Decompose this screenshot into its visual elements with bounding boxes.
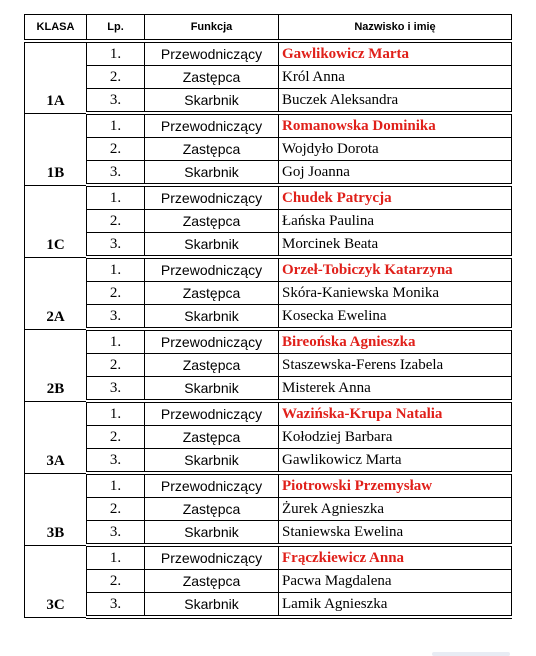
table-row: [25, 401, 512, 426]
chair-name-cell: Frączkiewicz Anna: [279, 545, 512, 570]
chair-name-cell: Wazińska-Krupa Natalia: [279, 401, 512, 426]
table-row: [25, 305, 512, 330]
row-number: 2.: [87, 210, 145, 233]
name-cell: Kołodziej Barbara: [279, 426, 512, 449]
table-row: [25, 377, 512, 402]
row-number: 2.: [87, 354, 145, 377]
table-row: [25, 257, 512, 282]
chair-name-cell: Piotrowski Przemysław: [279, 473, 512, 498]
table-row: [25, 138, 512, 161]
function-cell: Zastępca: [145, 570, 279, 593]
name-cell: Łańska Paulina: [279, 210, 512, 233]
name-cell: Morcinek Beata: [279, 233, 512, 258]
header-lp: Lp.: [87, 15, 145, 42]
class-label: 1B: [25, 113, 87, 185]
chair-name-cell: Bireońska Agnieszka: [279, 329, 512, 354]
table-row: [25, 113, 512, 138]
table-row: [25, 329, 512, 354]
function-cell: Przewodniczący: [145, 113, 279, 138]
function-cell: Zastępca: [145, 282, 279, 305]
table-row: [25, 41, 512, 66]
function-cell: Skarbnik: [145, 521, 279, 546]
name-cell: Żurek Agnieszka: [279, 498, 512, 521]
function-cell: Przewodniczący: [145, 185, 279, 210]
function-cell: Skarbnik: [145, 593, 279, 618]
name-cell: Wojdyło Dorota: [279, 138, 512, 161]
chair-name-cell: Gawlikowicz Marta: [279, 41, 512, 66]
document-page: [24, 14, 511, 619]
name-cell: Kosecka Ewelina: [279, 305, 512, 330]
row-number: 3.: [87, 377, 145, 402]
name-cell: Buczek Aleksandra: [279, 89, 512, 114]
row-number: 3.: [87, 521, 145, 546]
function-cell: Przewodniczący: [145, 401, 279, 426]
function-cell: Zastępca: [145, 66, 279, 89]
table-row: [25, 593, 512, 618]
header-klasa: KLASA: [25, 15, 87, 42]
function-cell: Przewodniczący: [145, 257, 279, 282]
function-cell: Skarbnik: [145, 377, 279, 402]
table-row: [25, 210, 512, 233]
row-number: 3.: [87, 89, 145, 114]
function-cell: Zastępca: [145, 138, 279, 161]
header-funkcja: Funkcja: [145, 15, 279, 42]
name-cell: Goj Joanna: [279, 161, 512, 186]
table-row: [25, 570, 512, 593]
row-number: 2.: [87, 138, 145, 161]
row-number: 1.: [87, 329, 145, 354]
class-label: 1A: [25, 41, 87, 113]
class-label: 2B: [25, 329, 87, 401]
function-cell: Zastępca: [145, 354, 279, 377]
class-officers-table: [24, 14, 512, 619]
table-row: [25, 185, 512, 210]
function-cell: Skarbnik: [145, 233, 279, 258]
row-number: 3.: [87, 593, 145, 618]
chair-name-cell: Chudek Patrycja: [279, 185, 512, 210]
name-cell: Król Anna: [279, 66, 512, 89]
name-cell: Staszewska-Ferens Izabela: [279, 354, 512, 377]
table-row: [25, 282, 512, 305]
name-cell: Gawlikowicz Marta: [279, 449, 512, 474]
class-label: 3C: [25, 545, 87, 617]
chair-name-cell: Orzeł-Tobiczyk Katarzyna: [279, 257, 512, 282]
chair-name-cell: Romanowska Dominika: [279, 113, 512, 138]
function-cell: Zastępca: [145, 498, 279, 521]
name-cell: Misterek Anna: [279, 377, 512, 402]
function-cell: Skarbnik: [145, 89, 279, 114]
table-body: [25, 41, 512, 617]
row-number: 3.: [87, 161, 145, 186]
header-nazwisko: Nazwisko i imię: [279, 15, 512, 42]
class-label: 2A: [25, 257, 87, 329]
table-row: [25, 449, 512, 474]
table-row: [25, 498, 512, 521]
class-label: 3A: [25, 401, 87, 473]
name-cell: Staniewska Ewelina: [279, 521, 512, 546]
row-number: 2.: [87, 498, 145, 521]
function-cell: Przewodniczący: [145, 545, 279, 570]
row-number: 1.: [87, 41, 145, 66]
row-number: 2.: [87, 66, 145, 89]
function-cell: Zastępca: [145, 426, 279, 449]
class-label: 3B: [25, 473, 87, 545]
scroll-indicator: [432, 652, 510, 656]
table-row: [25, 473, 512, 498]
table-row: [25, 89, 512, 114]
table-row: [25, 161, 512, 186]
row-number: 1.: [87, 257, 145, 282]
row-number: 3.: [87, 233, 145, 258]
table-header: [25, 15, 512, 42]
function-cell: Zastępca: [145, 210, 279, 233]
row-number: 3.: [87, 305, 145, 330]
row-number: 1.: [87, 113, 145, 138]
row-number: 1.: [87, 545, 145, 570]
row-number: 2.: [87, 282, 145, 305]
table-row: [25, 66, 512, 89]
table-row: [25, 354, 512, 377]
table-row: [25, 233, 512, 258]
function-cell: Przewodniczący: [145, 41, 279, 66]
table-row: [25, 545, 512, 570]
name-cell: Skóra-Kaniewska Monika: [279, 282, 512, 305]
header-row: [25, 15, 512, 42]
name-cell: Pacwa Magdalena: [279, 570, 512, 593]
row-number: 1.: [87, 185, 145, 210]
row-number: 3.: [87, 449, 145, 474]
row-number: 2.: [87, 570, 145, 593]
row-number: 1.: [87, 401, 145, 426]
name-cell: Lamik Agnieszka: [279, 593, 512, 618]
class-label: 1C: [25, 185, 87, 257]
table-row: [25, 521, 512, 546]
row-number: 2.: [87, 426, 145, 449]
function-cell: Przewodniczący: [145, 473, 279, 498]
function-cell: Skarbnik: [145, 449, 279, 474]
function-cell: Skarbnik: [145, 305, 279, 330]
row-number: 1.: [87, 473, 145, 498]
function-cell: Skarbnik: [145, 161, 279, 186]
table-row: [25, 426, 512, 449]
function-cell: Przewodniczący: [145, 329, 279, 354]
